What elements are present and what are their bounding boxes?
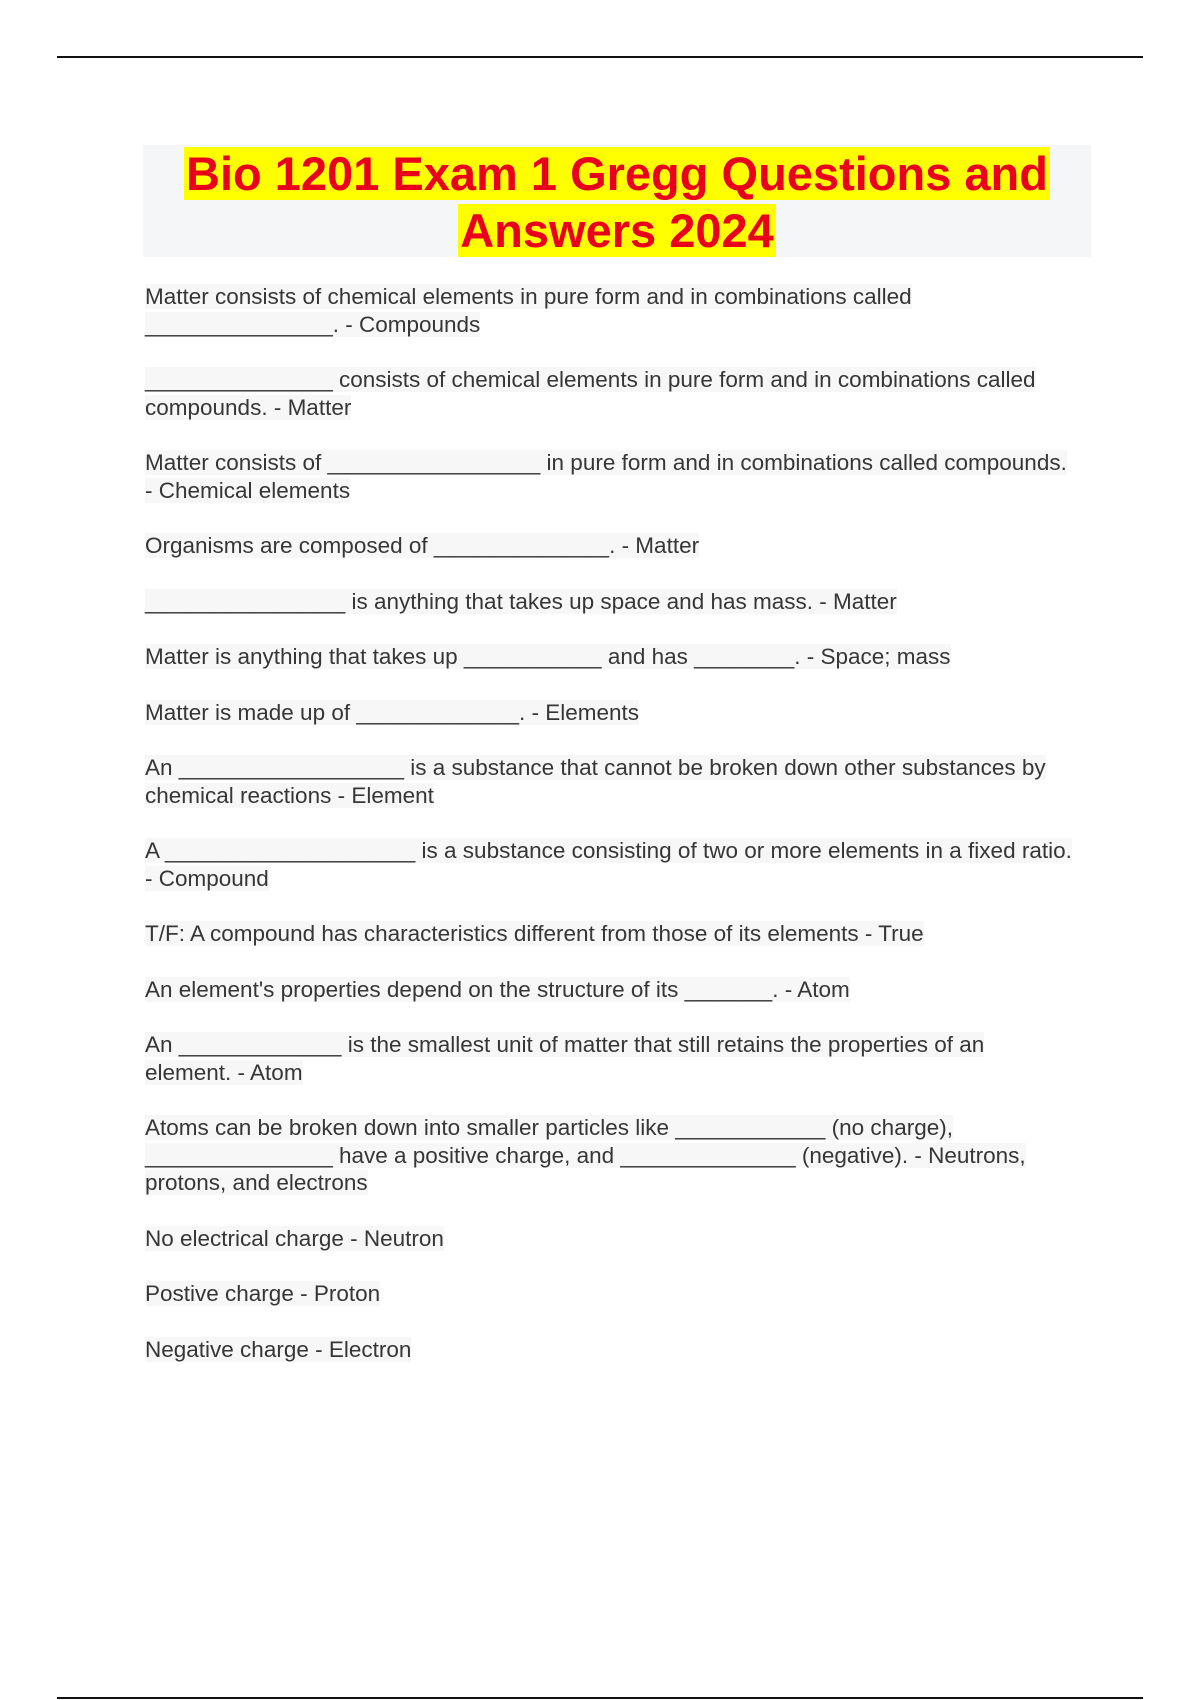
qa-item: [145, 1336, 1075, 1364]
qa-item-text: An _____________ is the smallest unit of matter that still retains the properties of an element. - Atom: [145, 1032, 985, 1085]
qa-item: [145, 1280, 1075, 1308]
qa-item: [145, 449, 1075, 504]
qa-item-text: Negative charge - Electron: [145, 1336, 412, 1362]
qa-item-text: _______________ consists of chemical elements in pure form and in combinations called compounds. - Matter: [145, 367, 1036, 420]
qa-item-text: An element's properties depend on the structure of its _______. - Atom: [145, 976, 850, 1002]
title-banner: [143, 145, 1091, 257]
qa-item: [145, 699, 1075, 727]
qa-item-text: Matter consists of _________________ in pure form and in combinations called compounds. - Chemical elements: [145, 450, 1067, 503]
qa-item: [145, 588, 1075, 616]
qa-item-text: Matter consists of chemical elements in pure form and in combinations called _______________. - Compounds: [145, 284, 912, 337]
question-answer-list: [145, 283, 1075, 1391]
qa-item: [145, 532, 1075, 560]
top-rule: [57, 56, 1143, 58]
qa-item: [145, 643, 1075, 671]
qa-item-text: A ____________________ is a substance consisting of two or more elements in a fixed ratio. - Compound: [145, 838, 1072, 891]
qa-item: [145, 754, 1075, 809]
qa-item-text: No electrical charge - Neutron: [145, 1225, 444, 1251]
qa-item: [145, 1225, 1075, 1253]
bottom-rule: [57, 1697, 1143, 1699]
qa-item: [145, 283, 1075, 338]
qa-item-text: Atoms can be broken down into smaller particles like ____________ (no charge), _______________ have a positive charge, and ______________ (negative). - Neutrons, protons, and electrons: [145, 1115, 1026, 1195]
qa-item: [145, 366, 1075, 421]
qa-item: [145, 1031, 1075, 1086]
qa-item-text: Matter is made up of _____________. - Elements: [145, 699, 640, 725]
document-title: Bio 1201 Exam 1 Gregg Questions and Answers 2024: [186, 147, 1048, 257]
qa-item: [145, 1114, 1075, 1197]
qa-item-text: Organisms are composed of ______________. - Matter: [145, 533, 700, 558]
qa-item: [145, 976, 1075, 1004]
qa-item: [145, 837, 1075, 892]
qa-item: [145, 920, 1075, 948]
qa-item-text: ________________ is anything that takes up space and has mass. - Matter: [145, 588, 897, 614]
qa-item-text: Matter is anything that takes up ___________ and has ________. - Space; mass: [145, 644, 951, 669]
qa-item-text: T/F: A compound has characteristics different from those of its elements - True: [145, 921, 924, 946]
qa-item-text: Postive charge - Proton: [145, 1281, 381, 1306]
qa-item-text: An __________________ is a substance that cannot be broken down other substances by chemical reactions - Element: [145, 755, 1046, 808]
